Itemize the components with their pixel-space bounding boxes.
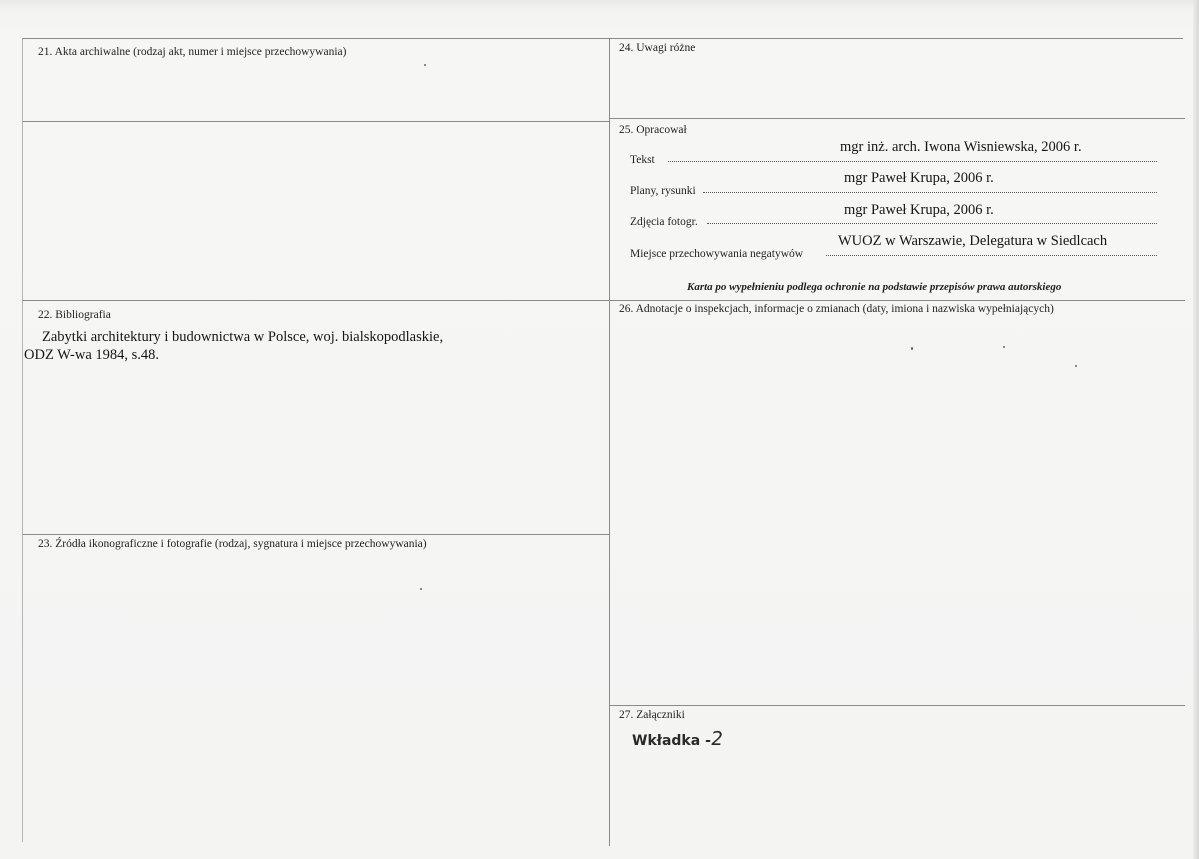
bibliography-line-1: Zabytki architektury i budownictwa w Polsce, woj. bialskopodlaskie, xyxy=(42,329,444,345)
attachments-dash: - xyxy=(705,733,711,749)
photos-author-value: mgr Paweł Krupa, 2006 r. xyxy=(844,202,994,218)
drawings-author-value: mgr Paweł Krupa, 2006 r. xyxy=(844,170,994,186)
copyright-note: Karta po wypełnieniu podlega ochronie na podstawie przepisów prawa autorskiego xyxy=(687,281,1062,293)
negatives-location-value: WUOZ w Warszawie, Delegatura w Siedlcach xyxy=(838,233,1108,249)
section-25-label: 25. Opracował xyxy=(619,124,687,136)
attachments-number: 2 xyxy=(709,728,725,750)
rule-22-bottom xyxy=(22,534,610,535)
scan-speck xyxy=(420,588,422,590)
text-author-label: Tekst xyxy=(630,154,655,166)
rule-24-bottom xyxy=(610,118,1185,119)
bibliography-line-2: ODZ W-wa 1984, s.48. xyxy=(24,347,160,363)
section-23-label: 23. Źródła ikonograficzne i fotografie (rodzaj, sygnatura i miejsce przechowywania) xyxy=(38,538,427,550)
attachments-handwritten xyxy=(632,728,723,750)
negatives-location-label: Miejsce przechowywania negatywów xyxy=(630,248,804,260)
scan-speck xyxy=(911,347,913,350)
section-26-label: 26. Adnotacje o inspekcjach, informacje o zmianach (daty, imiona i nazwiska wypełniających) xyxy=(619,303,1054,315)
text-author-dots xyxy=(668,161,1157,162)
sheet-edge xyxy=(1193,0,1199,859)
photos-author-dots xyxy=(707,223,1157,224)
section-22-label: 22. Bibliografia xyxy=(38,309,111,321)
drawings-author-label: Plany, rysunki xyxy=(630,185,696,197)
left-border xyxy=(22,38,23,842)
text-author-value: mgr inż. arch. Iwona Wisniewska, 2006 r. xyxy=(840,139,1082,155)
attachments-word: Wkładka xyxy=(632,733,701,749)
scan-speck xyxy=(1003,346,1005,348)
section-24-label: 24. Uwagi różne xyxy=(619,42,696,54)
scan-speck xyxy=(1075,365,1077,367)
drawings-author-dots xyxy=(703,192,1157,193)
column-divider xyxy=(609,38,610,846)
photos-author-label: Zdjęcia fotogr. xyxy=(630,216,698,228)
negatives-location-dots xyxy=(826,255,1157,256)
rule-middle xyxy=(22,300,1185,301)
rule-21-bottom xyxy=(22,121,610,122)
scan-speck xyxy=(424,64,426,66)
section-27-label: 27. Załączniki xyxy=(619,709,685,721)
rule-26-bottom xyxy=(610,705,1185,706)
section-21-label: 21. Akta archiwalne (rodzaj akt, numer i miejsce przechowywania) xyxy=(38,46,347,58)
top-rule xyxy=(22,38,1183,39)
